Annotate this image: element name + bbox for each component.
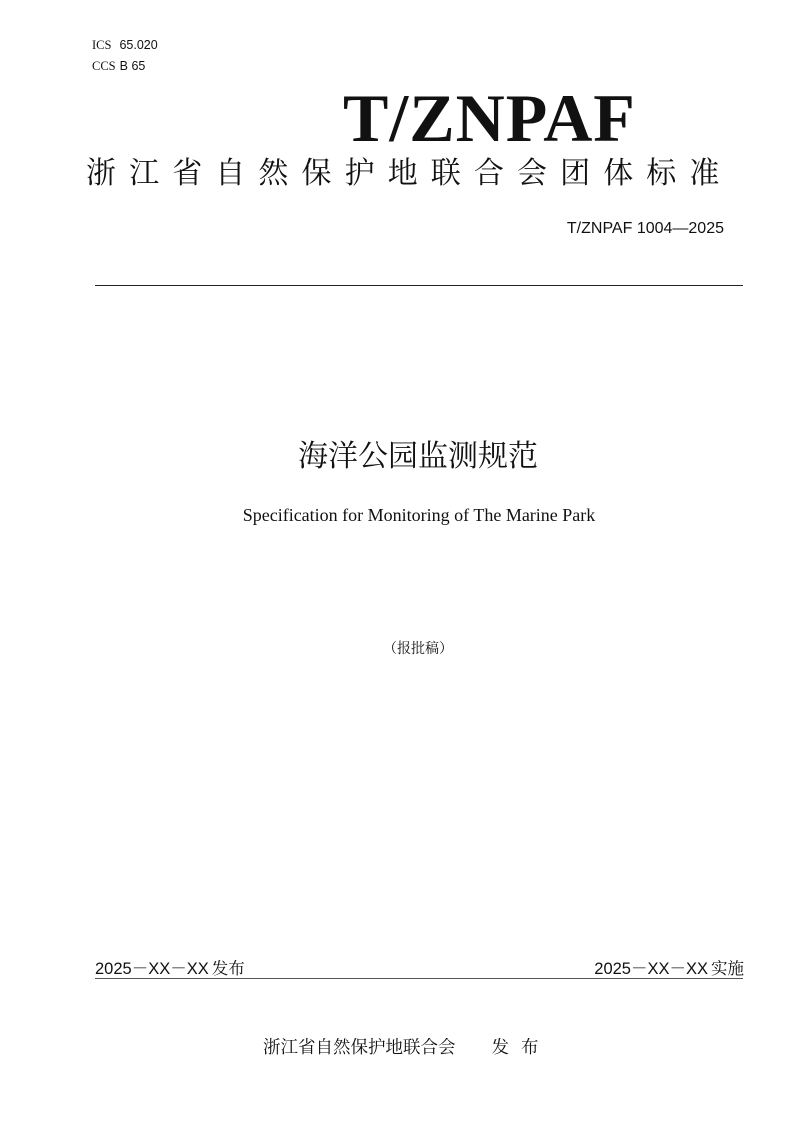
- publish-label: 发布: [211, 959, 245, 978]
- issuer-name: 浙江省自然保护地联合会: [263, 1038, 456, 1058]
- footer-divider: [95, 978, 743, 979]
- standard-logo: T/ZNPAF: [343, 80, 636, 156]
- ccs-value: B 65: [119, 59, 146, 73]
- header-divider: [95, 285, 743, 286]
- publish-date-value: 2025－XX－XX: [95, 960, 209, 978]
- ics-value: 65.020: [119, 38, 158, 52]
- implement-label: 实施: [711, 959, 744, 978]
- ics-label: ICS: [92, 38, 112, 52]
- publish-date: [95, 955, 245, 979]
- ics-code: [92, 38, 158, 53]
- ccs-label: CCS: [92, 59, 116, 73]
- org-standard-heading: 浙江省自然保护地联合会团体标准: [86, 156, 733, 191]
- document-title: 海洋公园监测规范: [298, 439, 538, 474]
- ccs-code: [92, 59, 145, 74]
- standard-code: T/ZNPAF 1004—2025: [566, 220, 724, 237]
- implement-date: [594, 955, 744, 979]
- draft-stage: （报批稿）: [383, 641, 453, 657]
- issuer-line: [263, 1034, 551, 1059]
- implement-date-value: 2025－XX－XX: [594, 960, 708, 978]
- document-subtitle: Specification for Monitoring of The Marine Park: [242, 505, 596, 525]
- issue-action: 发布: [491, 1038, 551, 1058]
